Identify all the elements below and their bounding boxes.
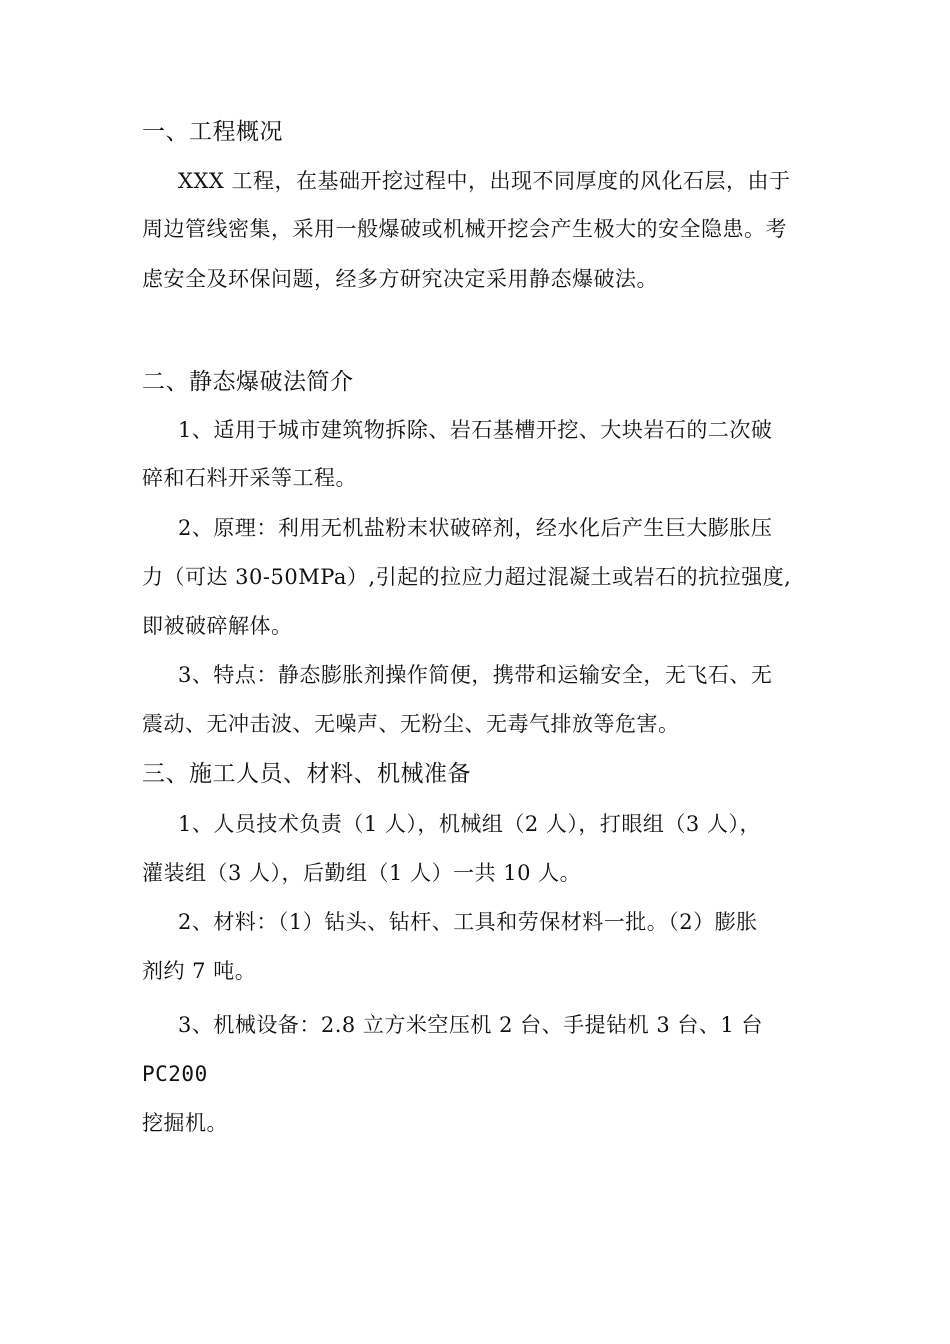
paragraph-line: 2、原理：利用无机盐粉末状破碎剂，经水化后产生巨大膨胀压 (178, 516, 773, 540)
section-heading-overview: 一、工程概况 (142, 119, 283, 145)
paragraph-line: 1、人员技术负责（1 人），机械组（2 人），打眼组（3 人）， (178, 812, 761, 836)
paragraph-line: 2、材料：（1）钻头、钻杆、工具和劳保材料一批。（2）膨胀 (178, 910, 758, 934)
paragraph-line: 剂约 7 吨。 (142, 959, 257, 983)
paragraph-line: 3、机械设备：2.8 立方米空压机 2 台、手提钻机 3 台、1 台 (178, 1013, 763, 1037)
paragraph-line: 虑安全及环保问题，经多方研究决定采用静态爆破法。 (142, 267, 658, 291)
paragraph-line: XXX 工程，在基础开挖过程中，出现不同厚度的风化石层，由于 (178, 169, 791, 193)
paragraph-line: 力（可达 30-50MPa）,引起的拉应力超过混凝土或岩石的抗拉强度, (142, 565, 792, 589)
paragraph-line: 1、适用于城市建筑物拆除、岩石基槽开挖、大块岩石的二次破 (178, 418, 773, 442)
paragraph-line: 即被破碎解体。 (142, 614, 293, 638)
paragraph-line: PC200 (142, 1062, 208, 1086)
paragraph-line: 周边管线密集，采用一般爆破或机械开挖会产生极大的安全隐患。考 (142, 217, 787, 241)
paragraph-line: 灌装组（3 人），后勤组（1 人）一共 10 人。 (142, 861, 582, 885)
paragraph-line: 碎和石料开采等工程。 (142, 466, 357, 490)
section-heading-static-blasting: 二、静态爆破法简介 (142, 369, 354, 395)
paragraph-line: 3、特点：静态膨胀剂操作简便，携带和运输安全，无飞石、无 (178, 663, 773, 687)
paragraph-line: 挖掘机。 (142, 1111, 228, 1135)
paragraph-line: 震动、无冲击波、无噪声、无粉尘、无毒气排放等危害。 (142, 712, 680, 736)
section-heading-preparation: 三、施工人员、材料、机械准备 (142, 761, 471, 787)
